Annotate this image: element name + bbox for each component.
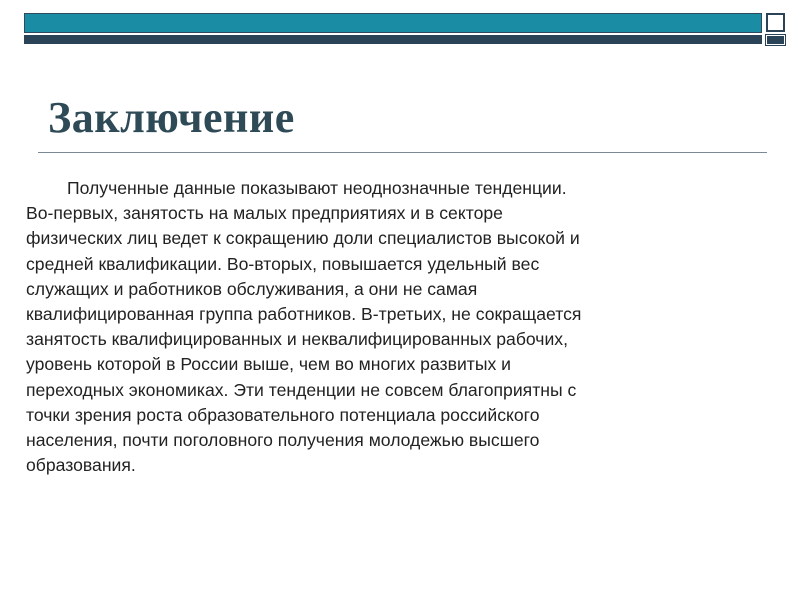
- header-accent-bar: [24, 13, 762, 33]
- slide-title: Заключение: [48, 93, 295, 142]
- body-line: служащих и работников обслуживания, а они не самая: [26, 278, 478, 299]
- header-dark-bar: [24, 35, 762, 44]
- body-line: образования.: [26, 455, 136, 476]
- slide-body: [26, 176, 746, 478]
- body-line: точки зрения роста образовательного потенциала российского: [26, 404, 540, 425]
- header-filled-square: [766, 35, 785, 45]
- body-line: занятость квалифицированных и неквалифицированных рабочих,: [26, 329, 568, 350]
- header-outline-square: [766, 13, 785, 32]
- body-line: Полученные данные показывают неоднозначные тенденции.: [67, 178, 567, 198]
- body-line: физических лиц ведет к сокращению доли специалистов высокой и: [26, 228, 580, 249]
- body-line: уровень которой в России выше, чем во многих развитых и: [26, 354, 511, 375]
- title-divider: [38, 152, 767, 153]
- body-line: населения, почти поголовного получения молодежью высшего: [26, 430, 540, 451]
- body-line: средней квалификации. Во-вторых, повышается удельный вес: [26, 253, 540, 274]
- body-line: квалифицированная группа работников. В-третьих, не сокращается: [26, 304, 582, 325]
- body-line: переходных экономиках. Эти тенденции не совсем благоприятны с: [26, 379, 577, 400]
- body-line: Во-первых, занятость на малых предприятиях и в секторе: [26, 203, 503, 224]
